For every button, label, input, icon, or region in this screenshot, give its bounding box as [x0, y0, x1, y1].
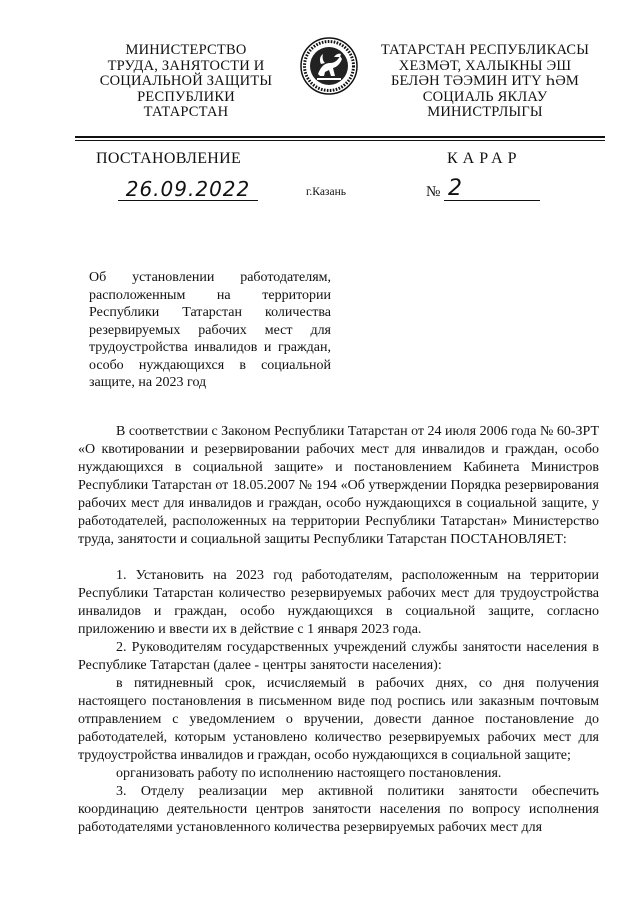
- header-divider: [75, 136, 605, 138]
- ministry-name-tt-line: ХЕЗМӘТ, ХАЛЫКНЫ ЭШ: [398, 57, 572, 74]
- ministry-name-tt-line: МИНИСТРЛЫГЫ: [427, 104, 543, 120]
- document-type-ru: ПОСТАНОВЛЕНИЕ: [96, 150, 242, 167]
- header-divider-thin: [75, 140, 605, 141]
- body-paragraph: 2. Руководителям государственных учреждений службы занятости населения в Республике Татарстан (далее - центры занятости населения):: [78, 640, 599, 673]
- ministry-name-ru-line: ТАТАРСТАН: [143, 104, 229, 120]
- document-body: [78, 423, 599, 837]
- body-paragraph: В соответствии с Законом Республики Татарстан от 24 июля 2006 года № 60-ЗРТ «О квотировании и резервировании рабочих мест для инвалидов и граждан, особо нуждающихся в социальной защите» и постановлением Кабинета Министров Республики Татарстан от 18.05.2007 № 194 «Об утверждении Порядка резервирования рабочих мест для инвалидов и граждан, особо нуждающихся в социальной защите, у работодателей, расположенных на территории Республики Татарстан» Министерство труда, занятости и социальной защиты Республики Татарстан ПОСТАНОВЛЯЕТ:: [78, 424, 599, 547]
- body-paragraph: 1. Установить на 2023 год работодателям, расположенным на территории Республики Татарстан количество резервируемых рабочих мест для трудоустройства инвалидов и граждан, особо нуждающихся в социальной защите, согласно приложению и ввести их в действие с 1 января 2023 года.: [78, 568, 599, 637]
- coat-of-arms-icon: [299, 36, 359, 96]
- ministry-name-tt-line: ТАТАРСТАН РЕСПУБЛИКАСЫ: [380, 42, 590, 58]
- ministry-name-ru-line: ТРУДА, ЗАНЯТОСТИ И: [107, 57, 265, 74]
- ministry-name-ru: [70, 43, 302, 121]
- ministry-name-ru-line: РЕСПУБЛИКИ: [137, 88, 235, 105]
- ministry-name-tt: [366, 43, 604, 121]
- document-city: г.Казань: [306, 186, 346, 198]
- document-number: 2: [444, 178, 540, 201]
- body-paragraph: 3. Отделу реализации мер активной политики занятости обеспечить координацию деятельности центров занятости населения по вопросу исполнения работодателями установленного количества резервируемых рабочих мест для: [78, 784, 599, 835]
- ministry-name-ru-line: СОЦИАЛЬНОЙ ЗАЩИТЫ: [99, 73, 273, 89]
- ministry-name-tt-line: СОЦИАЛЬ ЯКЛАУ: [422, 88, 548, 105]
- document-type-tt: КАРАР: [447, 150, 522, 167]
- ministry-name-tt-line: БЕЛӘН ТӘЭМИН ИТҮ ҺӘМ: [391, 73, 579, 89]
- document-date: 26.09.2022: [118, 178, 258, 201]
- document-subject: Об установлении работодателям, расположенным на территории Республики Татарстан количества резервируемых рабочих мест для трудоустройства инвалидов и граждан, особо нуждающихся в социальной защите, на 2023 год: [89, 270, 331, 390]
- body-paragraph: организовать работу по исполнению настоящего постановления.: [116, 766, 502, 781]
- body-paragraph: в пятидневный срок, исчисляемый в рабочих днях, со дня получения настоящего постановления в письменном виде под роспись или заказным почтовым отправлением с уведомлением о вручении, довести данное постановление до работодателей, которым установлено количество резервируемых рабочих мест для трудоустройства инвалидов и граждан, особо нуждающихся в социальной защите;: [78, 676, 599, 763]
- ministry-name-ru-line: МИНИСТЕРСТВО: [125, 42, 247, 58]
- document-number-label: №: [426, 184, 441, 200]
